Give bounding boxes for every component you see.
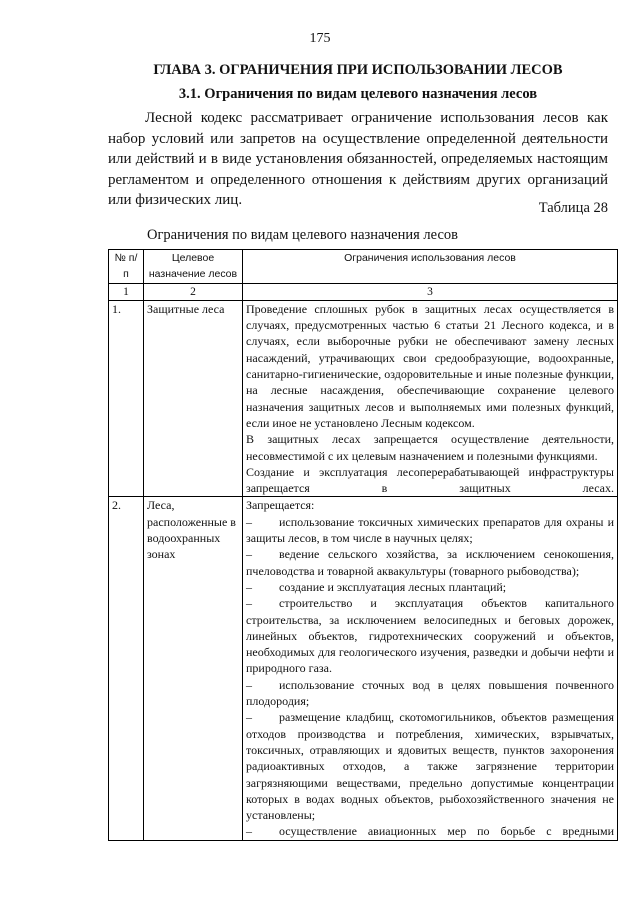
restriction-item-text: создание и эксплуатация лесных плантаций;: [279, 579, 507, 594]
restriction-paragraph: В защитных лесах запрещается осуществление деятельности, несовместимой с их целевым назначением и полезными функциями.: [246, 432, 614, 463]
restriction-item: [246, 514, 614, 547]
intro-paragraph: Лесной кодекс рассматривает ограничение использования лесов как набор условий или запретов на осуществление определенной деятельности или действий и в виде установления обязанностей, определяемых настоящим регламентом и определенного отношения к действиям других организаций или физических лиц.: [108, 110, 608, 208]
dash-marker: –: [246, 579, 252, 594]
header-restrictions: Ограничения использования лесов: [243, 250, 618, 284]
row-purpose: Защитные леса: [144, 300, 243, 497]
restriction-item-text: размещение кладбищ, скотомогильников, объектов размещения отходов производства и потребления, химических, взрывчатых, токсичных, отравляющих и ядовитых веществ, пунктов захоронения радиоактивных отходов, а также загрязнение территории загрязняющими веществами, предельно допустимые концентрации которых в водах водных объектов, рыбохозяйственного значения не установлены;: [246, 710, 614, 823]
page-number: 175: [309, 31, 331, 46]
row-restrictions: [243, 497, 618, 840]
restriction-intro: Запрещается:: [246, 498, 315, 513]
column-number: 1: [109, 283, 144, 300]
table-row: [109, 300, 618, 497]
table-row: [109, 497, 618, 840]
dash-marker: –: [246, 824, 252, 839]
dash-marker: –: [246, 596, 252, 611]
column-number: 2: [144, 283, 243, 300]
restriction-item-text: использование сточных вод в целях повышения почвенного плодородия;: [246, 677, 614, 709]
restriction-item-text: строительство и эксплуатация объектов капитального строительства, за исключением велосипедных и беговых дорожек, линейных объектов, гидротехнических сооружений и объектов, необходимых для геологического изучения, разведки и добычи нефти и природного газа.: [246, 596, 614, 676]
header-purpose: Целевое назначение лесов: [144, 250, 243, 284]
dash-marker: –: [246, 514, 252, 529]
dash-marker: –: [246, 677, 252, 692]
table-header-row: [109, 250, 618, 284]
restriction-paragraph: Проведение сплошных рубок в защитных лесах осуществляется в случаях, предусмотренных частью 6 статьи 21 Лесного кодекса, и в случаях, если выборочные рубки не обеспечивают замену лесных насаждений, утрачивающих свои средообразующие, водоохранные, санитарно-гигиенические, оздоровительные и иные полезные функции, на лесные насаждения, обеспечивающие сохранение целевого назначения защитных лесов и выполняемых ими полезных функций, если иное не установлено Лесным кодексом.: [246, 301, 614, 430]
restriction-item: [246, 595, 614, 676]
row-restrictions: [243, 300, 618, 497]
restriction-item: [246, 709, 614, 823]
row-purpose: Леса, расположенные в водоохранных зонах: [144, 497, 243, 840]
section-title: 3.1. Ограничения по видам целевого назначения лесов: [178, 86, 538, 102]
restriction-item-text: осуществление авиационных мер по борьбе с вредными: [279, 824, 614, 839]
chapter-title: ГЛАВА 3. ОГРАНИЧЕНИЯ ПРИ ИСПОЛЬЗОВАНИИ ЛЕСОВ: [153, 62, 563, 78]
restriction-item: [246, 677, 614, 710]
header-number: № п/п: [109, 250, 144, 284]
column-number-row: [109, 283, 618, 300]
table-caption: Ограничения по видам целевого назначения лесов: [147, 227, 458, 243]
dash-marker: –: [246, 710, 252, 725]
restriction-item: [246, 823, 614, 839]
restriction-item-text: использование токсичных химических препаратов для охраны и защиты лесов, в том числе в научных целях;: [246, 514, 614, 546]
row-number: 2.: [109, 497, 144, 840]
dash-marker: –: [246, 547, 252, 562]
table-number: Таблица 28: [538, 200, 608, 216]
restriction-item-text: ведение сельского хозяйства, за исключением сенокошения, пчеловодства и товарной аквакультуры (товарного рыбоводства);: [246, 547, 614, 578]
restrictions-table: [108, 249, 618, 841]
row-number: 1.: [109, 300, 144, 497]
restriction-item: [246, 579, 614, 595]
column-number: 3: [243, 283, 618, 300]
restriction-paragraph: Создание и эксплуатация лесоперерабатывающей инфраструктуры запрещается в защитных лесах.: [246, 464, 614, 496]
restriction-item: [246, 546, 614, 579]
